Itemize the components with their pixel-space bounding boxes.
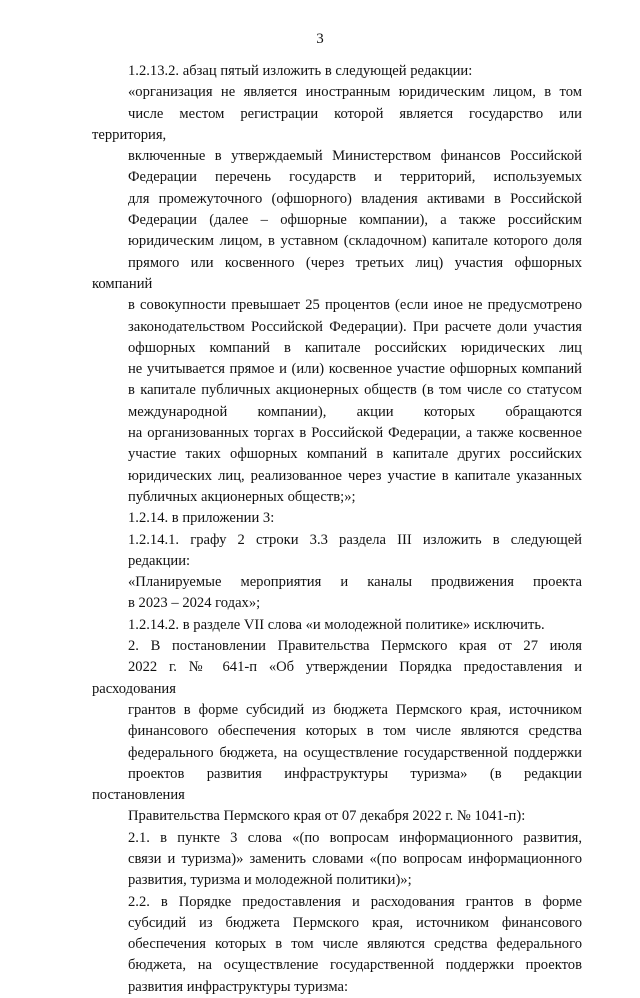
text-line: включенные в утверждаемый Министерством финансов Российской bbox=[128, 148, 582, 165]
text-line: развития, туризма и молодежной политики)»; bbox=[128, 872, 412, 889]
text-line: в совокупности превышает 25 процентов (если иное не предусмотрено bbox=[128, 297, 582, 314]
text-line: Федерации перечень государств и территорий, используемых bbox=[128, 169, 582, 186]
text-line: бюджета, на осуществление государственной поддержки проектов bbox=[128, 957, 582, 974]
text-line: 1.2.13.2. абзац пятый изложить в следующей редакции: bbox=[128, 63, 473, 79]
text-line: Правительства Пермского края от 07 декабря 2022 г. № 1041-п): bbox=[128, 808, 526, 825]
page-number: 3 bbox=[316, 31, 324, 47]
text-line: финансового обеспечения которых в том числе являются средства bbox=[128, 723, 582, 740]
text-line: 1.2.14.2. в разделе VII слова «и молодежной политике» исключить. bbox=[128, 616, 545, 633]
text-line: прямого или косвенного (через третьих лиц) участия офшорных компаний bbox=[92, 254, 582, 292]
text-line: связи и туризма)» заменить словами «(по вопросам информационного bbox=[128, 850, 582, 867]
paragraph bbox=[92, 530, 582, 573]
text-line: офшорных компаний в капитале российских юридических лиц bbox=[128, 339, 582, 356]
text-line: в 2023 – 2024 годах»; bbox=[128, 595, 261, 612]
text-line: грантов в форме субсидий из бюджета Пермского края, источником bbox=[128, 701, 582, 718]
paragraph bbox=[92, 636, 582, 828]
paragraph bbox=[92, 572, 582, 615]
text-line: 1.2.14.1. графу 2 строки 3.3 раздела III изложить в следующей bbox=[128, 531, 582, 548]
text-line: редакции: bbox=[128, 552, 191, 569]
paragraph bbox=[92, 82, 582, 508]
text-line: Федерации (далее – офшорные компании), а также российским bbox=[128, 212, 582, 229]
text-line: развития инфраструктуры туризма: bbox=[128, 978, 349, 995]
text-line: юридическим лицом, в уставном (складочном) капитале которого доля bbox=[128, 233, 582, 250]
text-line: участие таких офшорных компаний в капитале других российских bbox=[128, 446, 582, 463]
text-line: «Планируемые мероприятия и каналы продвижения проекта bbox=[128, 574, 582, 591]
paragraph bbox=[92, 508, 582, 529]
text-line: 2.2. в Порядке предоставления и расходования грантов в форме bbox=[128, 893, 582, 910]
text-line: 2. В постановлении Правительства Пермского края от 27 июля bbox=[128, 638, 582, 655]
text-line: не учитывается прямое и (или) косвенное участие офшорных компаний bbox=[128, 361, 582, 378]
paragraph bbox=[92, 615, 582, 636]
text-line: 1.2.14. в приложении 3: bbox=[128, 510, 275, 527]
paragraph bbox=[92, 61, 582, 82]
text-line: для промежуточного (офшорного) владения активами в Российской bbox=[128, 190, 582, 207]
paragraph bbox=[92, 892, 582, 998]
document-body bbox=[92, 61, 582, 998]
text-line: 2022 г. № 641-п «Об утверждении Порядка предоставления и расходования bbox=[92, 659, 582, 697]
text-line: законодательством Российской Федерации). При расчете доли участия bbox=[128, 318, 582, 335]
text-line: 2.1. в пункте 3 слова «(по вопросам информационного развития, bbox=[128, 829, 582, 846]
text-line: на организованных торгах в Российской Федерации, а также косвенное bbox=[128, 425, 582, 442]
text-line: «организация не является иностранным юридическим лицом, в том bbox=[128, 84, 582, 101]
text-line: федерального бюджета, на осуществление государственной поддержки bbox=[128, 744, 582, 761]
text-line: в капитале публичных акционерных обществ (в том числе со статусом bbox=[128, 382, 582, 399]
paragraph bbox=[92, 828, 582, 892]
text-line: обеспечения которых в том числе являются средства федерального bbox=[128, 936, 582, 953]
text-line: субсидий из бюджета Пермского края, источником финансового bbox=[128, 914, 582, 931]
text-line: числе местом регистрации которой является государство или территория, bbox=[92, 105, 582, 143]
text-line: публичных акционерных обществ;»; bbox=[128, 488, 356, 505]
text-line: проектов развития инфраструктуры туризма» (в редакции постановления bbox=[92, 765, 582, 804]
text-line: международной компании), акции которых обращаются bbox=[128, 403, 582, 420]
text-line: юридических лиц, реализованное через участие в капитале указанных bbox=[128, 467, 582, 484]
